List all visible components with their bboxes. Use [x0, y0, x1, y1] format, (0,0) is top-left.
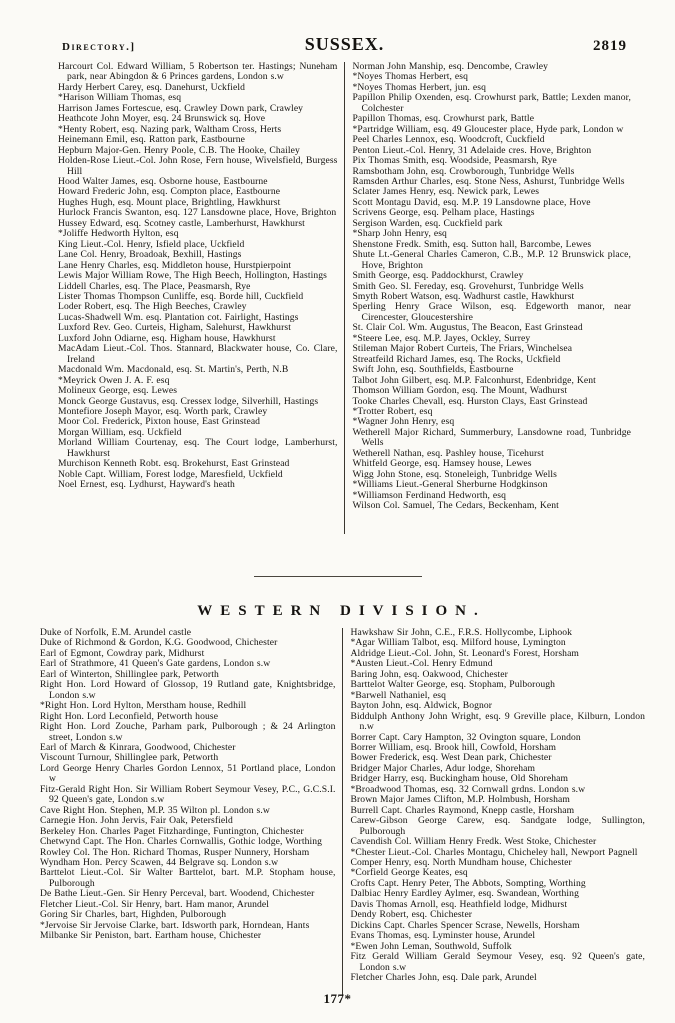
directory-entry: Barttelot Walter George, esq. Stopham, Pulborough	[350, 679, 556, 691]
directory-entry: Fletcher Lieut.-Col. Sir Henry, bart. Ham manor, Arundel	[40, 898, 270, 910]
directory-entry: Borrer William, esq. Brook hill, Cowfold, Horsham	[350, 741, 557, 753]
directory-entry: *Agar William Talbot, esq. Milford house, Lymington	[350, 637, 566, 649]
directory-entry: Comper Henry, esq. North Mundham house, Chichester	[350, 856, 572, 868]
western-division-section	[0, 628, 675, 996]
directory-entry: Whitfeld George, esq. Hamsey house, Lewes	[352, 458, 532, 470]
directory-entry: Monck George Gustavus, esq. Cressex lodge, Silverhill, Hastings	[58, 395, 319, 407]
directory-entry: Brown Major James Clifton, M.P. Holmbush, Horsham	[350, 794, 570, 806]
top-left-column	[58, 62, 345, 534]
page-title: SUSSEX.	[304, 34, 385, 54]
directory-entry: Holden-Rose Lieut.-Col. John Rose, Fern house, Wivelsfield, Burgess Hill	[58, 155, 338, 177]
directory-entry: Dickins Capt. Charles Spencer Scrase, Newells, Horsham	[350, 919, 580, 931]
directory-entry: Lord George Henry Charles Gordon Lennox, 51 Portland place, London w	[40, 762, 336, 785]
directory-entry: Sperling Henry Grace Wilson, esq. Edgeworth manor, near Cirencester, Gloucestershire	[352, 301, 631, 323]
directory-entry: Rowley Col. The Hon. Richard Thomas, Rusper Nunnery, Horsham	[40, 846, 310, 858]
directory-entry: Noble Capt. William, Forest lodge, Maresfield, Uckfield	[58, 468, 283, 480]
directory-entry: Moor Col. Frederick, Pixton house, East Grinstead	[58, 416, 261, 428]
directory-entry: Duke of Richmond & Gordon, K.G. Goodwood, Chichester	[40, 637, 278, 649]
directory-entry: Goring Sir Charles, bart, Highden, Pulborough	[40, 909, 227, 921]
directory-entry: Scrivens George, esq. Pelham place, Hastings	[352, 207, 535, 219]
directory-entry: Penton Lieut.-Col. Henry, 31 Adelaide cres. Hove, Brighton	[352, 144, 592, 156]
directory-entry: Montefiore Joseph Mayor, esq. Worth park, Crawley	[58, 405, 268, 417]
directory-entry: Papillon Philip Oxenden, esq. Crowhurst park, Battle; Lexden manor, Colchester	[352, 92, 631, 114]
directory-entry: Murchison Kenneth Robt. esq. Brokehurst, East Grinstead	[58, 458, 290, 470]
section-heading-western-division: WESTERN DIVISION.	[197, 603, 486, 619]
directory-entry: De Bathe Lieut.-Gen. Sir Henry Perceval, bart. Woodend, Chichester	[40, 888, 315, 900]
directory-entry: Wetherell Nathan, esq. Pashley house, Ticehurst	[352, 447, 544, 459]
directory-entry: Right Hon. Lord Zouche, Parham park, Pulborough ; & 24 Arlington street, London s.w	[40, 721, 336, 743]
directory-entry: Barttelot Lieut.-Col. Sir Walter Barttelot, bart. M.P. Stopham house, Pulborough	[40, 867, 336, 889]
directory-entry: Sclater James Henry, esq. Newick park, Lewes	[352, 186, 540, 198]
directory-entry: *Sharp John Henry, esq	[352, 228, 447, 240]
top-right-column	[345, 62, 632, 534]
directory-entry: Harrison James Fortescue, esq. Crawley Down park, Crawley	[58, 102, 304, 114]
directory-entry: Wetherell Major Richard, Summerbury, Lansdowne road, Tunbridge Wells	[352, 426, 631, 449]
directory-entry: Lucas-Shadwell Wm. esq. Plantation cot. Fairlight, Hastings	[58, 311, 299, 323]
directory-entry: Hurlock Francis Swanton, esq. 127 Lansdowne place, Hove, Brighton	[58, 207, 337, 219]
directory-entry: Harcourt Col. Edward William, 5 Robertson ter. Hastings; Nuneham park, near Abingdon & 6 Princes gardens, London s.w	[58, 62, 338, 83]
directory-entry: Fletcher Charles John, esq. Dale park, Arundel	[350, 971, 537, 983]
directory-entry: Morland William Courtenay, esq. The Court lodge, Lamberhurst, Hawkhurst	[58, 437, 338, 459]
directory-entry: MacAdam Lieut.-Col. Thos. Stannard, Blackwater house, Co. Clare, Ireland	[58, 343, 338, 365]
directory-entry: Shenstone Fredk. Smith, esq. Sutton hall, Barcombe, Lewes	[352, 238, 592, 250]
directory-entry: Carew-Gibson George Carew, esq. Sandgate lodge, Sullington, Pulborough	[350, 815, 645, 837]
directory-entry: Lister Thomas Thompson Cunliffe, esq. Borde hill, Cuckfield	[58, 290, 304, 302]
directory-entry: Molineux George, esq. Lewes	[58, 385, 178, 397]
directory-entry: St. Clair Col. Wm. Augustus, The Beacon, East Grinstead	[352, 322, 583, 334]
directory-entry: Hepburn Major-Gen. Henry Poole, C.B. The Hooke, Chailey	[58, 144, 300, 156]
directory-entry: Dendy Robert, esq. Chichester	[350, 909, 473, 921]
directory-entry: Tooke Charles Chevall, esq. Hurston Clays, East Grinstead	[352, 395, 588, 407]
directory-entry: Shute Lt.-General Charles Cameron, C.B., M.P. 12 Brunswick place, Hove, Brighton	[352, 249, 631, 271]
directory-entry: *Right Hon. Lord Hylton, Merstham house, Redhill	[40, 700, 247, 712]
directory-entry: *Broadwood Thomas, esq. 32 Cornwall grdns. London s.w	[350, 783, 586, 795]
directory-entry: Right Hon. Lord Leconfield, Petworth house	[40, 710, 219, 722]
directory-entry: *Noyes Thomas Herbert, jun. esq	[352, 81, 486, 93]
directory-entry: Earl of March & Kinrara, Goodwood, Chichester	[40, 741, 236, 753]
directory-entry: Dalbiac Henry Eardley Aylmer, esq. Swandean, Worthing	[350, 888, 579, 900]
directory-entry: Crofts Capt. Henry Peter, The Abbots, Sompting, Worthing	[350, 877, 586, 889]
directory-entry: Fitz-Gerald Right Hon. Sir William Robert Seymour Vesey, P.C., G.C.S.I. 92 Queen's gate, London s.w	[40, 783, 336, 806]
directory-entry: *Steere Lee, esq. M.P. Jayes, Ockley, Surrey	[352, 332, 531, 344]
directory-entry: Bower Frederick, esq. West Dean park, Chichester	[350, 752, 552, 764]
directory-entry: Smith Geo. Sl. Fereday, esq. Grovehurst, Tunbridge Wells	[352, 280, 584, 292]
directory-entry: Chetwynd Capt. The Hon. Charles Cornwallis, Gothic lodge, Worthing	[40, 836, 323, 848]
directory-entry: *Wagner John Henry, esq	[352, 416, 455, 428]
header-directory-label: Directory.]	[62, 41, 136, 53]
directory-entry: Macdonald Wm. Macdonald, esq. St. Martin's, Perth, N.B	[58, 364, 289, 376]
directory-entry: Peel Charles Lennox, esq. Woodcroft, Cuckfield	[352, 134, 545, 146]
top-section	[0, 62, 675, 534]
directory-entry: Heathcote John Moyer, esq. 24 Brunswick sq. Hove	[58, 113, 266, 125]
directory-entry: Hood Walter James, esq. Osborne house, Eastbourne	[58, 175, 268, 187]
directory-entry: Luxford John Odiarne, esq. Higham house, Hawkhurst	[58, 332, 276, 344]
directory-entry: Evans Thomas, esq. Lyminster house, Arundel	[350, 930, 536, 942]
directory-entry: Hardy Herbert Carey, esq. Danehurst, Uckfield	[58, 81, 246, 93]
directory-entry: *Williamson Ferdinand Hedworth, esq	[352, 489, 507, 501]
directory-entry: *Partridge William, esq. 49 Gloucester place, Hyde park, London w	[352, 123, 624, 135]
directory-entry: Luxford Rev. Geo. Curteis, Higham, Salehurst, Hawkhurst	[58, 322, 291, 334]
page-number: 2819	[593, 38, 627, 54]
directory-entry: Ramsbotham John, esq. Crowborough, Tunbridge Wells	[352, 165, 575, 177]
directory-entry: Fitz Gerald William Gerald Seymour Vesey, esq. 92 Queen's gate, London s.w	[350, 951, 645, 973]
directory-entry: Swift John, esq. Southfields, Eastbourne	[352, 364, 514, 376]
directory-entry: Biddulph Anthony John Wright, esq. 9 Greville place, Kilburn, London n.w	[350, 710, 645, 733]
directory-entry: Morgan William, esq. Uckfield	[58, 426, 182, 438]
directory-entry: Lewis Major William Rowe, The High Beech, Hollington, Hastings	[58, 270, 327, 282]
directory-entry: Papillon Thomas, esq. Crowhurst park, Battle	[352, 113, 535, 125]
directory-entry: Davis Thomas Arnoll, esq. Heathfield lodge, Midhurst	[350, 898, 568, 910]
directory-entry: Hussey Edward, esq. Scotney castle, Lamberhurst, Hawkhurst	[58, 217, 305, 229]
directory-entry: Viscount Turnour, Shillinglee park, Petworth	[40, 752, 219, 764]
directory-entry: Smyth Robert Watson, esq. Wadhurst castle, Hawkhurst	[352, 290, 575, 302]
directory-entry: Burrell Capt. Charles Raymond, Knepp castle, Horsham	[350, 804, 575, 816]
directory-entry: Baring John, esq. Oakwood, Chichester	[350, 668, 508, 680]
directory-entry: Norman John Manship, esq. Dencombe, Crawley	[352, 62, 548, 72]
directory-entry: Talbot John Gilbert, esq. M.P. Falconhurst, Edenbridge, Kent	[352, 374, 596, 386]
directory-entry: *Williams Lieut.-General Sherburne Hodgkinson	[352, 479, 548, 491]
directory-entry: Lane Henry Charles, esq. Middleton house, Hurstpierpoint	[58, 259, 292, 271]
directory-entry: Thomson William Gordon, esq. The Mount, Wadhurst	[352, 385, 568, 397]
directory-entry: *Harison William Thomas, esq	[58, 92, 182, 104]
page-header	[0, 0, 675, 55]
directory-entry: Bayton John, esq. Aldwick, Bognor	[350, 700, 493, 712]
directory-entry: Smith George, esq. Paddockhurst, Crawley	[352, 270, 524, 282]
directory-entry: Borrer Capt. Cary Hampton, 32 Ovington square, London	[350, 731, 581, 743]
section-divider-rule	[254, 576, 422, 577]
directory-entry: Bridger Harry, esq. Buckingham house, Old Shoreham	[350, 773, 569, 785]
directory-entry: Howard Frederic John, esq. Compton place, Eastbourne	[58, 186, 281, 198]
directory-entry: Cavendish Col. William Henry Fredk. West Stoke, Chichester	[350, 836, 597, 848]
directory-entry: *Chester Lieut.-Col. Charles Montagu, Chicheley hall, Newport Pagnell	[350, 846, 638, 858]
directory-entry: *Barwell Nathaniel, esq	[350, 689, 447, 701]
directory-entry: Lane Col. Henry, Broadoak, Bexhill, Hastings	[58, 249, 242, 261]
directory-entry: Bridger Major Charles, Adur lodge, Shoreham	[350, 762, 536, 774]
directory-entry: *Noyes Thomas Herbert, esq	[352, 71, 469, 83]
directory-entry: Loder Robert, esq. The High Beeches, Crawley	[58, 301, 247, 313]
directory-entry: *Ewen John Leman, Southwold, Suffolk	[350, 940, 512, 952]
directory-entry: King Lieut.-Col. Henry, Isfield place, Uckfield	[58, 238, 245, 250]
directory-entry: Wigg John Stone, esq. Stoneleigh, Tunbridge Wells	[352, 468, 558, 480]
directory-entry: *Jervoise Sir Jervoise Clarke, bart. Idsworth park, Horndean, Hants	[40, 919, 310, 931]
directory-entry: Wilson Col. Samuel, The Cedars, Beckenham, Kent	[352, 500, 559, 512]
lower-right-column	[343, 628, 646, 996]
directory-entry: *Henty Robert, esq. Nazing park, Waltham Cross, Herts	[58, 123, 282, 135]
footer-page-number: 177*	[323, 991, 352, 1006]
lower-left-column	[40, 628, 343, 996]
directory-entry: *Trotter Robert, esq	[352, 405, 433, 417]
directory-entry: Berkeley Hon. Charles Paget Fitzhardinge, Funtington, Chichester	[40, 825, 304, 837]
directory-entry: Pix Thomas Smith, esq. Woodside, Peasmarsh, Rye	[352, 155, 557, 167]
directory-entry: Stileman Major Robert Curteis, The Friars, Winchelsea	[352, 343, 573, 355]
directory-entry: Streatfeild Richard James, esq. The Rocks, Uckfield	[352, 353, 561, 365]
directory-entry: Earl of Strathmore, 41 Queen's Gate gardens, London s.w	[40, 658, 271, 670]
directory-entry: Duke of Norfolk, E.M. Arundel castle	[40, 628, 192, 638]
directory-entry: Aldridge Lieut.-Col. John, St. Leonard's Forest, Horsham	[350, 647, 579, 659]
directory-entry: *Corfield George Keates, esq	[350, 867, 468, 879]
directory-entry: Hawkshaw Sir John, C.E., F.R.S. Hollycombe, Liphook	[350, 628, 573, 638]
directory-entry: Noel Ernest, esq. Lydhurst, Hayward's heath	[58, 479, 235, 491]
directory-entry: *Austen Lieut.-Col. Henry Edmund	[350, 658, 493, 670]
directory-entry: *Meyrick Owen J. A. F. esq	[58, 374, 170, 386]
directory-entry: Earl of Winterton, Shillinglee park, Petworth	[40, 668, 219, 680]
directory-entry: *Joliffe Hedworth Hylton, esq	[58, 228, 179, 240]
directory-entry: Right Hon. Lord Howard of Glossop, 19 Rutland gate, Knightsbridge, London s.w	[40, 679, 336, 701]
directory-entry: Wyndham Hon. Percy Scawen, 44 Belgrave sq. London s.w	[40, 856, 279, 868]
directory-entry: Sergison Warden, esq. Cuckfield park	[352, 217, 503, 229]
directory-entry: Carnegie Hon. John Jervis, Fair Oak, Petersfield	[40, 815, 233, 827]
directory-entry: Liddell Charles, esq. The Place, Peasmarsh, Rye	[58, 280, 251, 292]
directory-entry: Hughes Hugh, esq. Mount place, Brightling, Hawkhurst	[58, 196, 281, 208]
directory-entry: Earl of Egmont, Cowdray park, Midhurst	[40, 647, 205, 659]
directory-entry: Scott Montagu David, esq. M.P. 19 Lansdowne place, Hove	[352, 196, 591, 208]
directory-entry: Milbanke Sir Peniston, bart. Eartham house, Chichester	[40, 930, 262, 942]
directory-entry: Ramsden Arthur Charles, esq. Stone Ness, Ashurst, Tunbridge Wells	[352, 175, 625, 187]
directory-entry: Heinemann Emil, esq. Ratton park, Eastbourne	[58, 134, 246, 146]
directory-entry: Cave Right Hon. Stephen, M.P. 35 Wilton pl. London s.w	[40, 804, 270, 816]
